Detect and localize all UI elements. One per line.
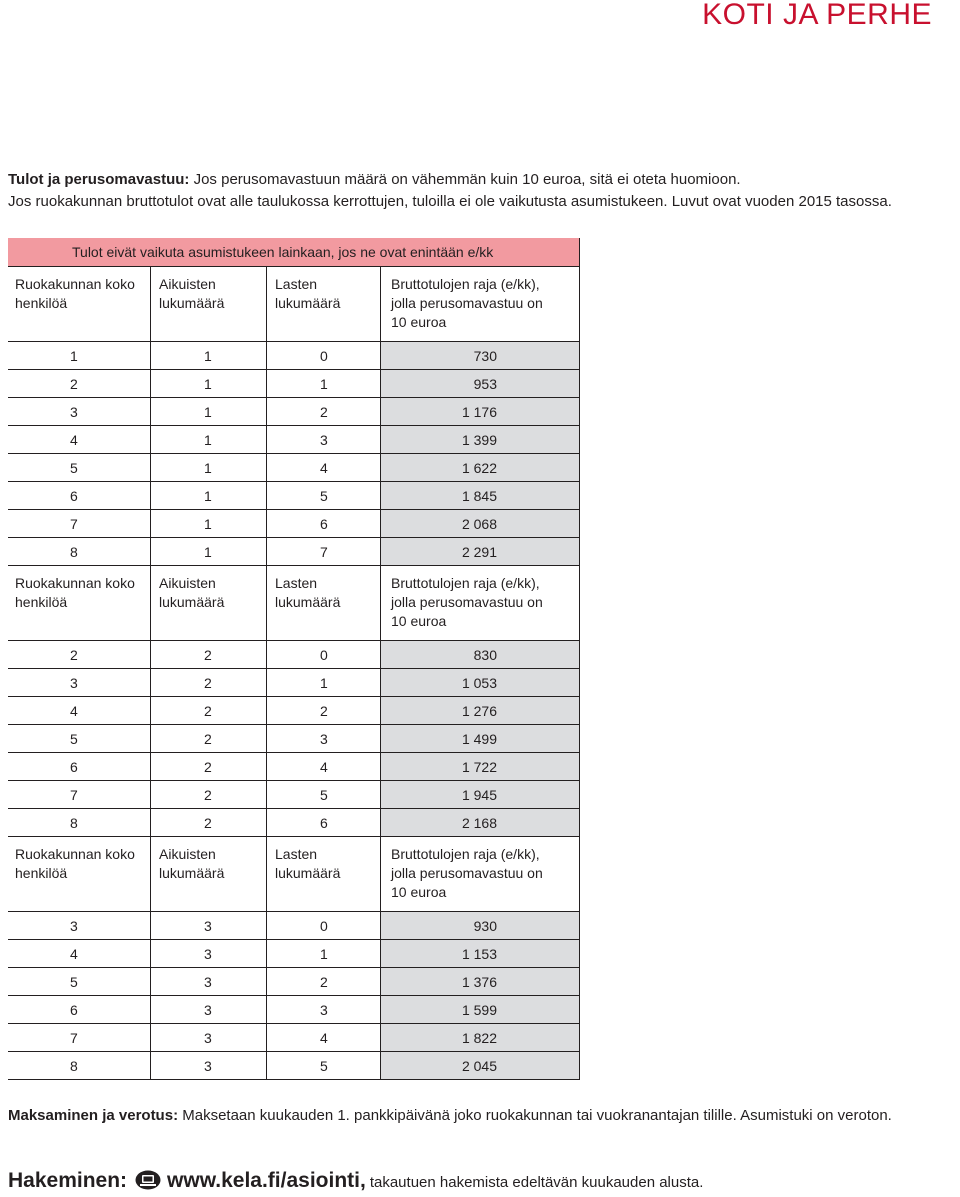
- header-line: Aikuisten: [159, 575, 216, 591]
- header-line: lukumäärä: [159, 865, 225, 881]
- cell-adults: 2: [151, 641, 267, 669]
- computer-icon: [135, 1170, 161, 1190]
- cell-children: 3: [267, 996, 381, 1024]
- table-row: [8, 370, 580, 398]
- table-row: [8, 697, 580, 725]
- cell-adults: 3: [151, 940, 267, 968]
- header-line: Bruttotulojen raja (e/kk),: [391, 575, 540, 591]
- section-title: KOTI JA PERHE: [702, 0, 932, 31]
- table-row: [8, 426, 580, 454]
- header-line: lukumäärä: [275, 295, 341, 311]
- table-row: [8, 781, 580, 809]
- cell-household-size: 3: [8, 912, 151, 940]
- cell-household-size: 3: [8, 669, 151, 697]
- cell-household-size: 8: [8, 1052, 151, 1080]
- cell-children: 3: [267, 426, 381, 454]
- cell-income-limit: 1 499: [381, 725, 580, 753]
- cell-household-size: 6: [8, 996, 151, 1024]
- cell-children: 7: [267, 538, 381, 566]
- header-income-limit: [381, 267, 580, 342]
- cell-income-limit: 2 291: [381, 538, 580, 566]
- table-header-row: [8, 566, 580, 641]
- apply-text: takautuen hakemista edeltävän kuukauden alusta.: [369, 1174, 704, 1191]
- table-row: [8, 510, 580, 538]
- header-adults: [151, 566, 267, 641]
- cell-adults: 2: [151, 725, 267, 753]
- cell-adults: 3: [151, 968, 267, 996]
- header-line: lukumäärä: [159, 594, 225, 610]
- header-line: 10 euroa: [391, 884, 447, 900]
- cell-adults: 2: [151, 753, 267, 781]
- cell-income-limit: 2 068: [381, 510, 580, 538]
- cell-children: 0: [267, 912, 381, 940]
- header-household-size: [8, 837, 151, 912]
- table-header-row: [8, 837, 580, 912]
- cell-income-limit: 930: [381, 912, 580, 940]
- header-line: lukumäärä: [275, 594, 341, 610]
- table-row: [8, 996, 580, 1024]
- header-children: [267, 837, 381, 912]
- table-banner: Tulot eivät vaikuta asumistukeen lainkaan, jos ne ovat enintään e/kk: [8, 238, 580, 267]
- cell-income-limit: 1 722: [381, 753, 580, 781]
- cell-income-limit: 1 945: [381, 781, 580, 809]
- cell-household-size: 7: [8, 510, 151, 538]
- cell-household-size: 8: [8, 809, 151, 837]
- cell-household-size: 3: [8, 398, 151, 426]
- cell-income-limit: 1 276: [381, 697, 580, 725]
- cell-adults: 1: [151, 426, 267, 454]
- table-row: [8, 809, 580, 837]
- header-adults: [151, 267, 267, 342]
- cell-children: 4: [267, 753, 381, 781]
- cell-adults: 1: [151, 538, 267, 566]
- table-row: [8, 342, 580, 370]
- cell-adults: 1: [151, 370, 267, 398]
- payment-text: Maksetaan kuukauden 1. pankkipäivänä joko ruokakunnan tai vuokranantajan tilille. Asumistuki on veroton.: [178, 1107, 892, 1124]
- cell-adults: 1: [151, 510, 267, 538]
- table-row: [8, 454, 580, 482]
- cell-children: 0: [267, 641, 381, 669]
- cell-household-size: 7: [8, 781, 151, 809]
- cell-adults: 2: [151, 669, 267, 697]
- cell-household-size: 5: [8, 454, 151, 482]
- header-line: 10 euroa: [391, 613, 447, 629]
- table-row: [8, 538, 580, 566]
- header-line: jolla perusomavastuu on: [391, 865, 543, 881]
- cell-children: 5: [267, 781, 381, 809]
- header-line: jolla perusomavastuu on: [391, 295, 543, 311]
- cell-income-limit: 953: [381, 370, 580, 398]
- cell-adults: 3: [151, 1024, 267, 1052]
- header-line: Aikuisten: [159, 276, 216, 292]
- intro-label: Tulot ja perusomavastuu:: [8, 171, 190, 188]
- cell-income-limit: 730: [381, 342, 580, 370]
- cell-household-size: 7: [8, 1024, 151, 1052]
- header-line: Lasten: [275, 276, 318, 292]
- apply-label: Hakeminen:: [8, 1169, 128, 1192]
- cell-children: 4: [267, 454, 381, 482]
- header-adults: [151, 837, 267, 912]
- cell-household-size: 2: [8, 370, 151, 398]
- cell-adults: 2: [151, 697, 267, 725]
- cell-adults: 1: [151, 342, 267, 370]
- cell-household-size: 5: [8, 725, 151, 753]
- header-line: Bruttotulojen raja (e/kk),: [391, 846, 540, 862]
- header-line: henkilöä: [15, 295, 68, 311]
- cell-income-limit: 1 845: [381, 482, 580, 510]
- cell-household-size: 1: [8, 342, 151, 370]
- table-row: [8, 482, 580, 510]
- cell-adults: 1: [151, 454, 267, 482]
- header-line: Ruokakunnan koko: [15, 276, 135, 292]
- cell-adults: 3: [151, 912, 267, 940]
- cell-income-limit: 1 153: [381, 940, 580, 968]
- table-row: [8, 753, 580, 781]
- payment-label: Maksaminen ja verotus:: [8, 1107, 179, 1124]
- cell-children: 2: [267, 968, 381, 996]
- header-line: lukumäärä: [159, 295, 225, 311]
- cell-household-size: 8: [8, 538, 151, 566]
- intro-paragraph: [8, 169, 948, 213]
- cell-household-size: 4: [8, 426, 151, 454]
- header-children: [267, 267, 381, 342]
- header-line: 10 euroa: [391, 314, 447, 330]
- header-income-limit: [381, 566, 580, 641]
- table-row: [8, 641, 580, 669]
- table-header-row: [8, 267, 580, 342]
- header-line: henkilöä: [15, 865, 68, 881]
- table-row: [8, 1024, 580, 1052]
- table-row: [8, 968, 580, 996]
- cell-household-size: 2: [8, 641, 151, 669]
- asiointi-link[interactable]: www.kela.fi/asiointi,: [167, 1169, 366, 1192]
- header-line: Bruttotulojen raja (e/kk),: [391, 276, 540, 292]
- cell-children: 1: [267, 669, 381, 697]
- payment-paragraph: [8, 1107, 892, 1124]
- header-household-size: [8, 267, 151, 342]
- cell-household-size: 6: [8, 753, 151, 781]
- cell-adults: 3: [151, 996, 267, 1024]
- cell-children: 0: [267, 342, 381, 370]
- cell-income-limit: 2 045: [381, 1052, 580, 1080]
- table-row: [8, 940, 580, 968]
- header-household-size: [8, 566, 151, 641]
- cell-children: 4: [267, 1024, 381, 1052]
- header-line: Aikuisten: [159, 846, 216, 862]
- table-row: [8, 398, 580, 426]
- header-line: Lasten: [275, 575, 318, 591]
- intro-text-1: Jos perusomavastuun määrä on vähemmän kuin 10 euroa, sitä ei oteta huomioon.: [189, 171, 741, 188]
- header-line: Lasten: [275, 846, 318, 862]
- cell-children: 1: [267, 940, 381, 968]
- cell-adults: 2: [151, 809, 267, 837]
- header-line: henkilöä: [15, 594, 68, 610]
- cell-adults: 1: [151, 398, 267, 426]
- cell-income-limit: 1 399: [381, 426, 580, 454]
- cell-income-limit: 1 376: [381, 968, 580, 996]
- cell-children: 2: [267, 398, 381, 426]
- cell-household-size: 6: [8, 482, 151, 510]
- cell-household-size: 5: [8, 968, 151, 996]
- cell-income-limit: 1 599: [381, 996, 580, 1024]
- cell-children: 2: [267, 697, 381, 725]
- income-limit-table: [8, 238, 580, 1080]
- cell-income-limit: 1 053: [381, 669, 580, 697]
- table-row: [8, 725, 580, 753]
- cell-income-limit: 1 622: [381, 454, 580, 482]
- cell-adults: 3: [151, 1052, 267, 1080]
- header-line: jolla perusomavastuu on: [391, 594, 543, 610]
- apply-line: [8, 1167, 703, 1193]
- cell-income-limit: 2 168: [381, 809, 580, 837]
- cell-children: 6: [267, 510, 381, 538]
- cell-income-limit: 1 822: [381, 1024, 580, 1052]
- header-line: Ruokakunnan koko: [15, 575, 135, 591]
- cell-children: 3: [267, 725, 381, 753]
- cell-children: 1: [267, 370, 381, 398]
- cell-income-limit: 830: [381, 641, 580, 669]
- cell-household-size: 4: [8, 697, 151, 725]
- cell-children: 5: [267, 1052, 381, 1080]
- header-children: [267, 566, 381, 641]
- header-line: lukumäärä: [275, 865, 341, 881]
- header-line: Ruokakunnan koko: [15, 846, 135, 862]
- table-row: [8, 1052, 580, 1080]
- header-income-limit: [381, 837, 580, 912]
- cell-income-limit: 1 176: [381, 398, 580, 426]
- cell-adults: 2: [151, 781, 267, 809]
- cell-children: 6: [267, 809, 381, 837]
- cell-adults: 1: [151, 482, 267, 510]
- table-row: [8, 669, 580, 697]
- cell-household-size: 4: [8, 940, 151, 968]
- cell-children: 5: [267, 482, 381, 510]
- intro-text-2: Jos ruokakunnan bruttotulot ovat alle taulukossa kerrottujen, tuloilla ei ole vaikutusta asumistukeen. Luvut ovat vuoden 2015 tasossa.: [8, 193, 892, 210]
- table-row: [8, 912, 580, 940]
